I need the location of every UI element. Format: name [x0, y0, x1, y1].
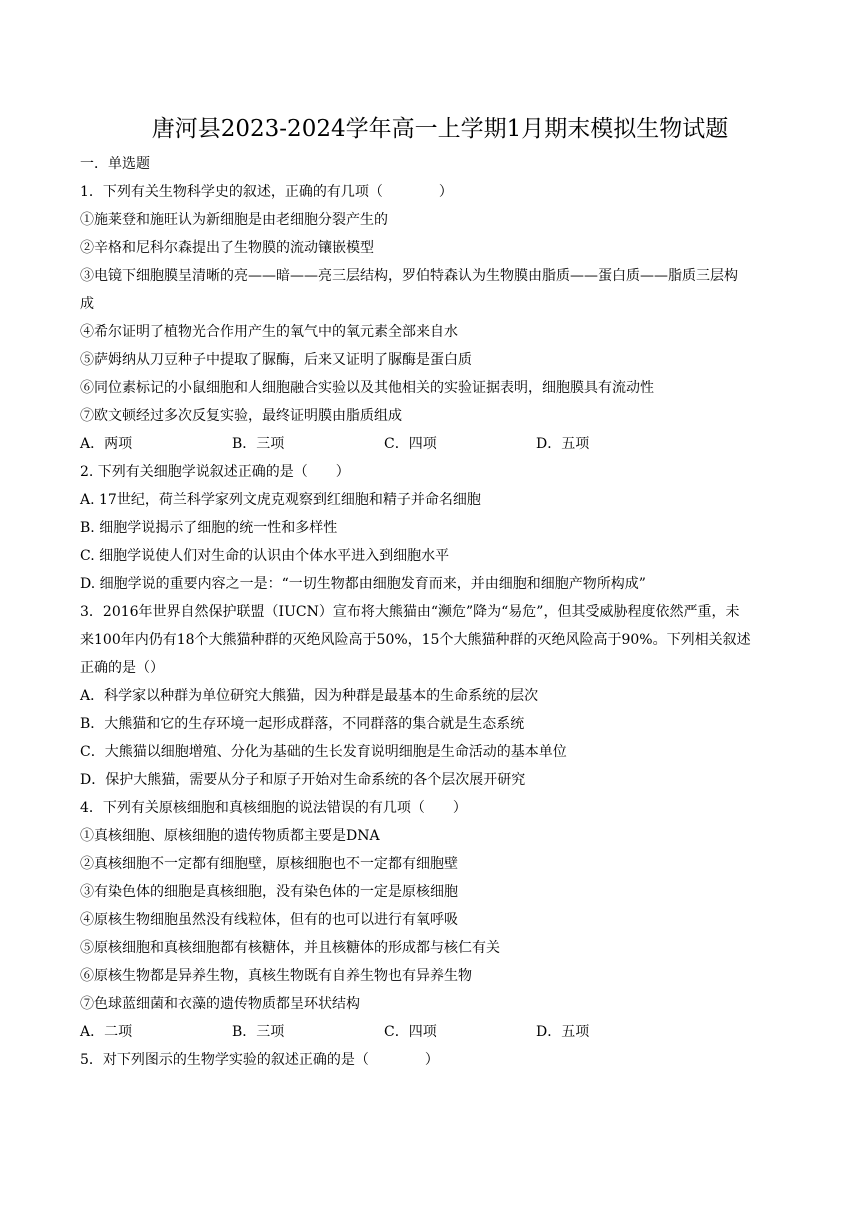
- statement-item: ⑤萨姆纳从刀豆种子中提取了脲酶，后来又证明了脲酶是蛋白质: [80, 352, 472, 368]
- option-c: C．四项: [384, 1024, 437, 1040]
- question-1: [80, 178, 800, 458]
- question-3: [80, 598, 800, 794]
- question-stem-continued: 正确的是（）: [80, 660, 164, 676]
- option-b: B．大熊猫和它的生存环境一起形成群落，不同群落的集合就是生态系统: [80, 716, 525, 732]
- option-a: A. 17世纪，荷兰科学家列文虎克观察到红细胞和精子并命名细胞: [80, 492, 481, 508]
- option-d: D．五项: [536, 436, 590, 452]
- section-heading: 一．单选题: [80, 156, 150, 172]
- option-a: A．科学家以种群为单位研究大熊猫，因为种群是最基本的生命系统的层次: [80, 688, 539, 704]
- option-c: C．大熊猫以细胞增殖、分化为基础的生长发育说明细胞是生命活动的基本单位: [80, 744, 567, 760]
- option-d: D．保护大熊猫，需要从分子和原子开始对生命系统的各个层次展开研究: [80, 772, 526, 788]
- statement-item: ③电镜下细胞膜呈清晰的亮——暗——亮三层结构，罗伯特森认为生物膜由脂质——蛋白质——脂质三层构: [80, 268, 738, 284]
- question-stem: 4．下列有关原核细胞和真核细胞的说法错误的有几项（ ）: [80, 800, 467, 816]
- question-5: [80, 1046, 800, 1074]
- statement-item: ②真核细胞不一定都有细胞壁，原核细胞也不一定都有细胞壁: [80, 856, 458, 872]
- statement-item: ④原核生物细胞虽然没有线粒体，但有的也可以进行有氧呼吸: [80, 912, 458, 928]
- statement-item: ②辛格和尼科尔森提出了生物膜的流动镶嵌模型: [80, 240, 374, 256]
- option-c: C. 细胞学说使人们对生命的认识由个体水平进入到细胞水平: [80, 548, 450, 564]
- option-d: D. 细胞学说的重要内容之一是：“一切生物都由细胞发育而来，并由细胞和细胞产物所构成”: [80, 576, 646, 592]
- question-2: [80, 458, 800, 598]
- statement-item-continued: 成: [80, 296, 94, 312]
- statement-item: ⑦色球蓝细菌和衣藻的遗传物质都呈环状结构: [80, 996, 360, 1012]
- statement-item: ③有染色体的细胞是真核细胞，没有染色体的一定是原核细胞: [80, 884, 458, 900]
- statement-item: ①施莱登和施旺认为新细胞是由老细胞分裂产生的: [80, 212, 388, 228]
- statement-item: ①真核细胞、原核细胞的遗传物质都主要是DNA: [80, 828, 380, 844]
- exam-title: 唐河县2023-2024学年高一上学期1月期末模拟生物试题: [151, 116, 729, 142]
- question-stem-continued: 来100年内仍有18个大熊猫种群的灭绝风险高于50%，15个大熊猫种群的灭绝风险高于90%。下列相关叙述: [80, 632, 751, 648]
- question-stem: 3．2016年世界自然保护联盟（IUCN）宣布将大熊猫由“濒危”降为“易危”，但其受威胁程度依然严重，未: [80, 604, 740, 620]
- exam-page: [80, 112, 800, 1074]
- statement-item: ⑥同位素标记的小鼠细胞和人细胞融合实验以及其他相关的实验证据表明，细胞膜具有流动性: [80, 380, 654, 396]
- option-b: B. 细胞学说揭示了细胞的统一性和多样性: [80, 520, 338, 536]
- statement-item: ⑦欧文顿经过多次反复实验，最终证明膜由脂质组成: [80, 408, 402, 424]
- answer-options: [80, 430, 800, 458]
- option-a: A．二项: [80, 1024, 133, 1040]
- question-4: [80, 794, 800, 1046]
- option-b: B．三项: [232, 1024, 285, 1040]
- option-b: B．三项: [232, 436, 285, 452]
- statement-item: ⑤原核细胞和真核细胞都有核糖体，并且核糖体的形成都与核仁有关: [80, 940, 500, 956]
- statement-item: ⑥原核生物都是异养生物，真核生物既有自养生物也有异养生物: [80, 968, 472, 984]
- answer-options: [80, 1018, 800, 1046]
- question-stem: 2. 下列有关细胞学说叙述正确的是（ ）: [80, 464, 350, 480]
- question-stem: 1．下列有关生物科学史的叙述，正确的有几项（ ）: [80, 184, 453, 200]
- option-d: D．五项: [536, 1024, 590, 1040]
- option-a: A．两项: [80, 436, 133, 452]
- statement-item: ④希尔证明了植物光合作用产生的氧气中的氧元素全部来自水: [80, 324, 458, 340]
- question-stem: 5．对下列图示的生物学实验的叙述正确的是（ ）: [80, 1052, 439, 1068]
- option-c: C．四项: [384, 436, 437, 452]
